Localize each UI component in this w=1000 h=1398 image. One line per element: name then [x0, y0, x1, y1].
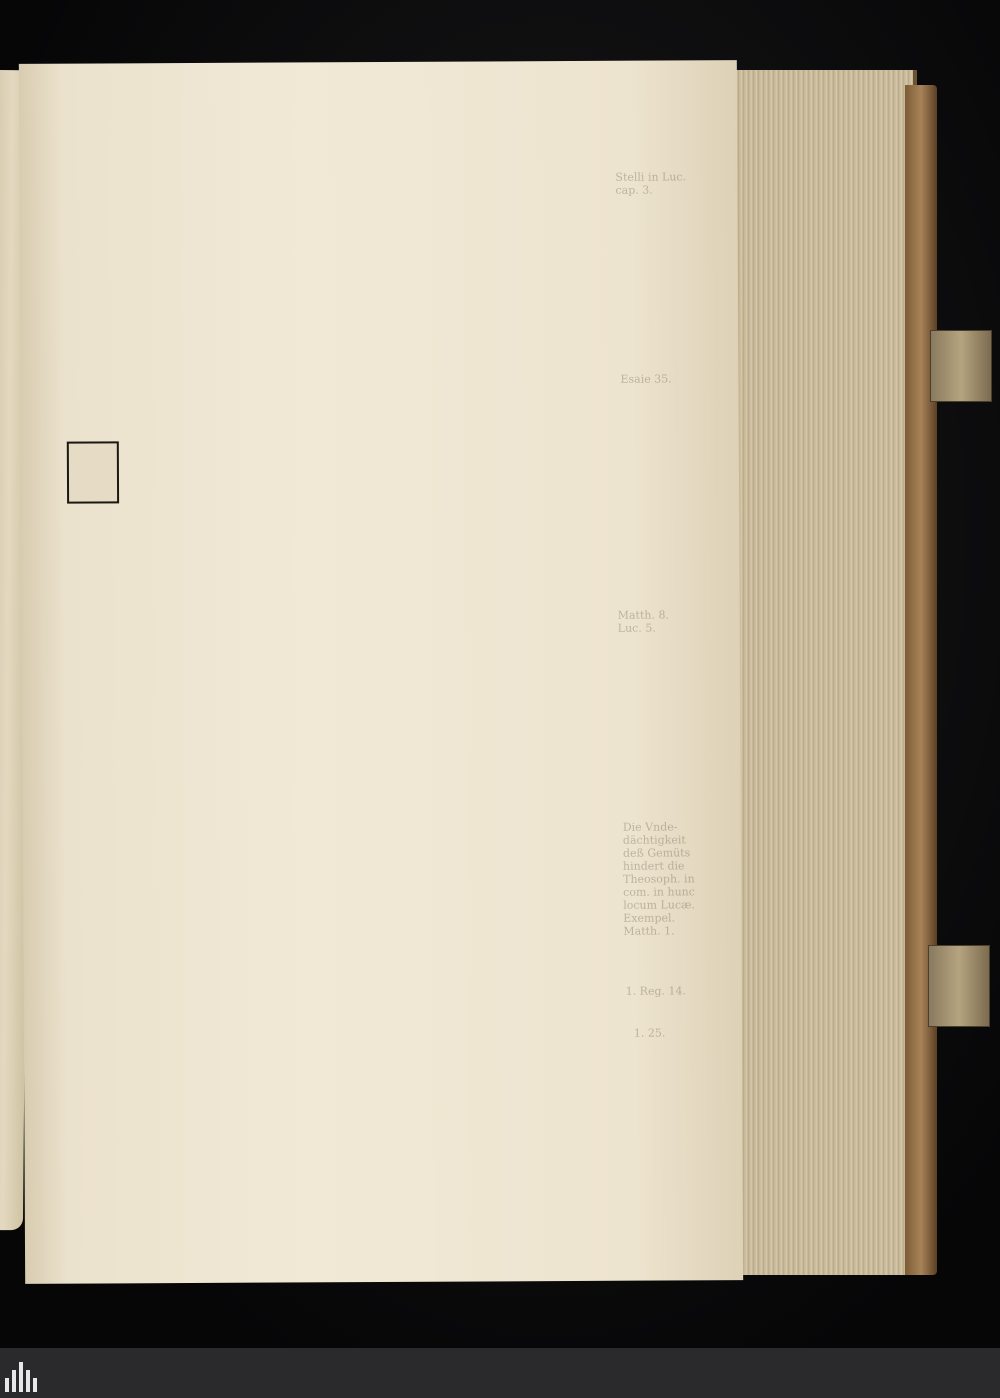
library-logo-icon [5, 1354, 43, 1392]
show-through-text: 1. 25. [633, 1026, 666, 1040]
marginalia [19, 60, 737, 64]
show-through-text: Stelli in Luc. cap. 3. [615, 170, 687, 197]
book-cover [905, 85, 937, 1275]
book-clasp [930, 330, 992, 402]
book-page [19, 60, 743, 1284]
book-clasp [928, 945, 990, 1027]
library-footer [0, 1348, 1000, 1398]
show-through-text: Esaie 35. [620, 372, 672, 386]
show-through-text: 1. Reg. 14. [625, 984, 687, 998]
show-through-text: Matth. 8. Luc. 5. [617, 608, 669, 635]
page-block-edge [735, 70, 917, 1275]
page-header [257, 127, 657, 171]
drop-cap [67, 441, 119, 503]
show-through-text: Die Vnde- dächtigkeit deß Gemüts hindert die Theosoph. in com. in hunc locum Lucæ. Exempel. Matth. 1. [622, 820, 695, 938]
text-block-body [69, 439, 589, 442]
